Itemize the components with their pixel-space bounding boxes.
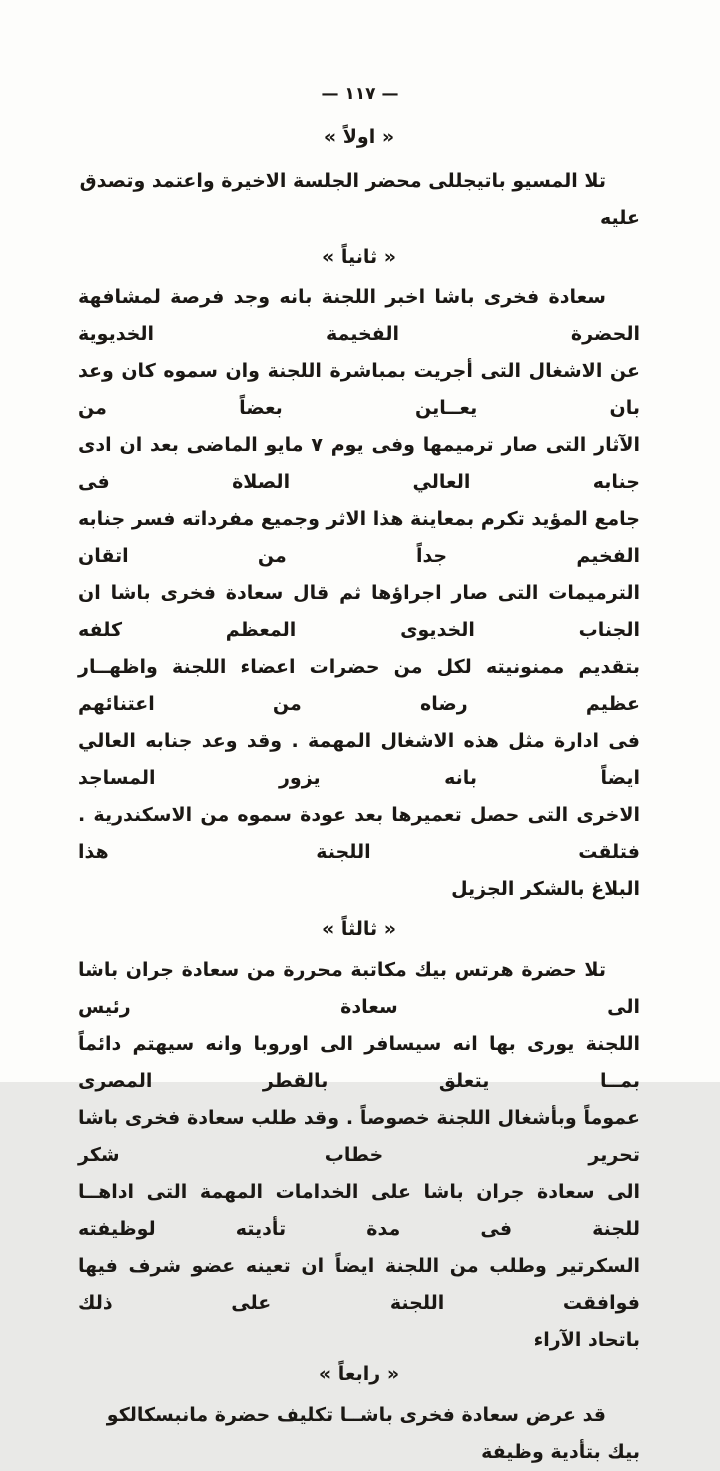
section-heading-fourth: « رابعاً » [318,1363,400,1385]
text-line: سعادة فخرى باشا اخبر اللجنة بانه وجد فرصة لمشافهة الحضرة الفخيمة الخديوية [78,286,640,345]
section-heading-third: « ثالثاً » [321,918,397,940]
text-line: فى ادارة مثل هذه الاشغال المهمة . وقد وعد جنابه العالي ايضاً بانه يزور المساجد [78,730,640,789]
text-line: اللجنة يورى بها انه سيسافر الى اوروبا وانه سيهتم دائماً بمــا يتعلق بالقطر المصرى [78,1033,640,1092]
text-line: السكرتير وطلب من اللجنة ايضاً ان تعينه عضو شرف فيها فوافقت اللجنة على ذلك [78,1255,640,1314]
section-heading-first: « اولاً » [323,126,395,148]
text-line: الترميمات التى صار اجراؤها ثم قال سعادة فخرى باشا ان الجناب الخديوى المعظم كلفه [78,582,640,641]
text-line: باتحاد الآراء [533,1329,640,1351]
section-heading-second: « ثانياً » [321,246,397,268]
text-line: قد عرض سعادة فخرى باشــا تكليف حضرة مانبسكالكو بيك بتأدية وظيفة [106,1404,640,1463]
text-line: الآثار التى صار ترميمها وفى يوم ٧ مايو الماضى بعد ان ادى جنابه العالي الصلاة فى [78,434,640,493]
page-number: — ١١٧ — [321,84,399,104]
text-line: جامع المؤيد تكرم بمعاينة هذا الاثر وجميع مفرداته فسر جنابه الفخيم جداً من اتقان [78,508,640,567]
paragraph-third [78,952,640,1359]
text-line: تلا حضرة هرتس بيك مكاتبة محررة من سعادة جران باشا الى سعادة رئيس [78,959,640,1018]
paragraph-fourth [78,1397,640,1471]
text-line: البلاغ بالشكر الجزيل [451,878,640,900]
text-block [78,124,640,1471]
paragraph-second [78,279,640,908]
text-line: الى سعادة جران باشا على الخدامات المهمة التى اداهــا للجنة فى مدة تأديته لوظيفته [78,1181,640,1240]
text-line: تلا المسيو باتيجللى محضر الجلسة الاخيرة واعتمد وتصدق عليه [79,170,640,229]
paragraph-first [78,163,640,237]
text-line: عن الاشغال التى أجريت بمباشرة اللجنة وان سموه كان وعد بان يعــاين بعضاً من [78,360,640,419]
text-line: عموماً وبأشغال اللجنة خصوصاً . وقد طلب سعادة فخرى باشا تحرير خطاب شكر [78,1107,640,1166]
text-line: بتقديم ممنونيته لكل من حضرات اعضاء اللجنة واظهــار عظيم رضاه من اعتنائهم [78,656,640,715]
text-line: الاخرى التى حصل تعميرها بعد عودة سموه من الاسكندرية . فتلقت اللجنة هذا [78,804,640,863]
